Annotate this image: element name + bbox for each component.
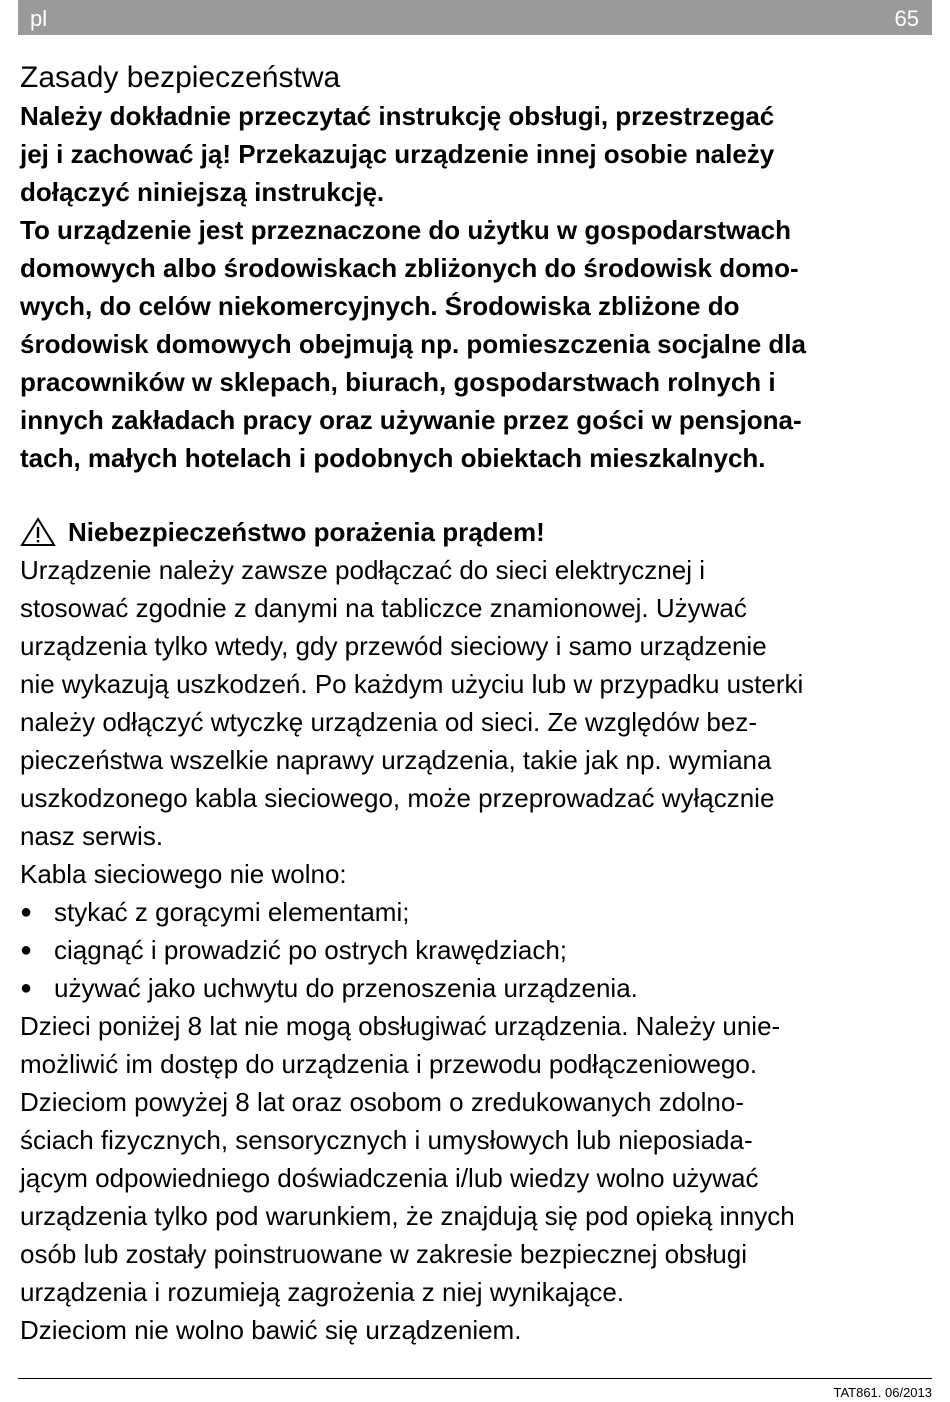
body-line: urządzenia i rozumieją zagrożenia z niej wynikające.: [20, 1277, 625, 1307]
body-line: osób lub zostały poinstruowane w zakresie bezpiecznej obsługi: [20, 1239, 747, 1269]
bullet-icon: ●: [20, 939, 33, 961]
intro-line: wych, do celów niekomercyjnych. Środowiska zbliżone do: [20, 291, 740, 321]
body-line: Urządzenie należy zawsze podłączać do sieci elektrycznej i: [20, 555, 705, 585]
body-line: możliwić im dostęp do urządzenia i przewodu podłączeniowego.: [20, 1049, 758, 1079]
intro-line: innych zakładach pracy oraz używanie przez gości w pensjona-: [20, 405, 802, 435]
body-line: uszkodzonego kabla sieciowego, może przeprowadzać wyłącznie: [20, 783, 775, 813]
list-item: [20, 931, 932, 969]
intro-line: dołączyć niniejszą instrukcję.: [20, 177, 385, 207]
list-item-text: używać jako uchwytu do przenoszenia urządzenia.: [54, 973, 638, 1003]
body-line: Dzieciom powyżej 8 lat oraz osobom o zredukowanych zdolno-: [20, 1087, 745, 1117]
body-line: Dzieci poniżej 8 lat nie mogą obsługiwać urządzenia. Należy unie-: [20, 1011, 781, 1041]
list-item: [20, 893, 932, 931]
intro-line: domowych albo środowiskach zbliżonych do środowisk domo-: [20, 253, 799, 283]
page-title: Zasady bezpieczeństwa: [20, 61, 341, 94]
intro-line: pracowników w sklepach, biurach, gospodarstwach rolnych i: [20, 367, 776, 397]
body-line: należy odłączyć wtyczkę urządzenia od sieci. Ze względów bez-: [20, 707, 758, 737]
intro-line: Należy dokładnie przeczytać instrukcję obsługi, przestrzegać: [20, 101, 775, 131]
warning-heading: [20, 513, 932, 551]
electric-safety-paragraph: [20, 551, 932, 1349]
warning-triangle-icon: [20, 517, 56, 547]
page-number: 65: [894, 6, 919, 31]
main-content: [20, 59, 932, 1349]
intro-line: tach, małych hotelach i podobnych obiektach mieszkalnych.: [20, 443, 766, 473]
intro-line: środowisk domowych obejmują np. pomieszczenia socjalne dla: [20, 329, 806, 359]
language-code: pl: [30, 6, 48, 31]
footer-divider: [18, 1378, 932, 1379]
body-line: urządzenia tylko pod warunkiem, że znajdują się pod opieką innych: [20, 1201, 795, 1231]
body-line: Kabla sieciowego nie wolno:: [20, 859, 347, 889]
intro-line: jej i zachować ją! Przekazując urządzenie innej osobie należy: [20, 139, 775, 169]
warning-heading-text: Niebezpieczeństwo porażenia prądem!: [68, 517, 545, 547]
body-line: pieczeństwa wszelkie naprawy urządzenia, takie jak np. wymiana: [20, 745, 772, 775]
body-line: Dzieciom nie wolno bawić się urządzeniem.: [20, 1315, 522, 1345]
body-line: urządzenia tylko wtedy, gdy przewód sieciowy i samo urządzenie: [20, 631, 767, 661]
intro-line: To urządzenie jest przeznaczone do użytku w gospodarstwach: [20, 215, 791, 245]
body-line: nie wykazują uszkodzeń. Po każdym użyciu lub w przypadku usterki: [20, 669, 804, 699]
document-code: TAT861. 06/2013: [833, 1385, 932, 1400]
bullet-icon: ●: [20, 977, 33, 999]
bullet-icon: ●: [20, 901, 33, 923]
list-item: [20, 969, 932, 1007]
body-line: ściach fizycznych, sensorycznych i umysłowych lub nieposiada-: [20, 1125, 753, 1155]
page-header-bar: [18, 0, 932, 35]
intro-paragraph: [20, 97, 932, 477]
body-line: jącym odpowiedniego doświadczenia i/lub wiedzy wolno używać: [20, 1163, 759, 1193]
list-item-text: ciągnąć i prowadzić po ostrych krawędziach;: [54, 935, 568, 965]
list-item-text: stykać z gorącymi elementami;: [54, 897, 410, 927]
body-line: stosować zgodnie z danymi na tabliczce znamionowej. Używać: [20, 593, 747, 623]
body-line: nasz serwis.: [20, 821, 164, 851]
